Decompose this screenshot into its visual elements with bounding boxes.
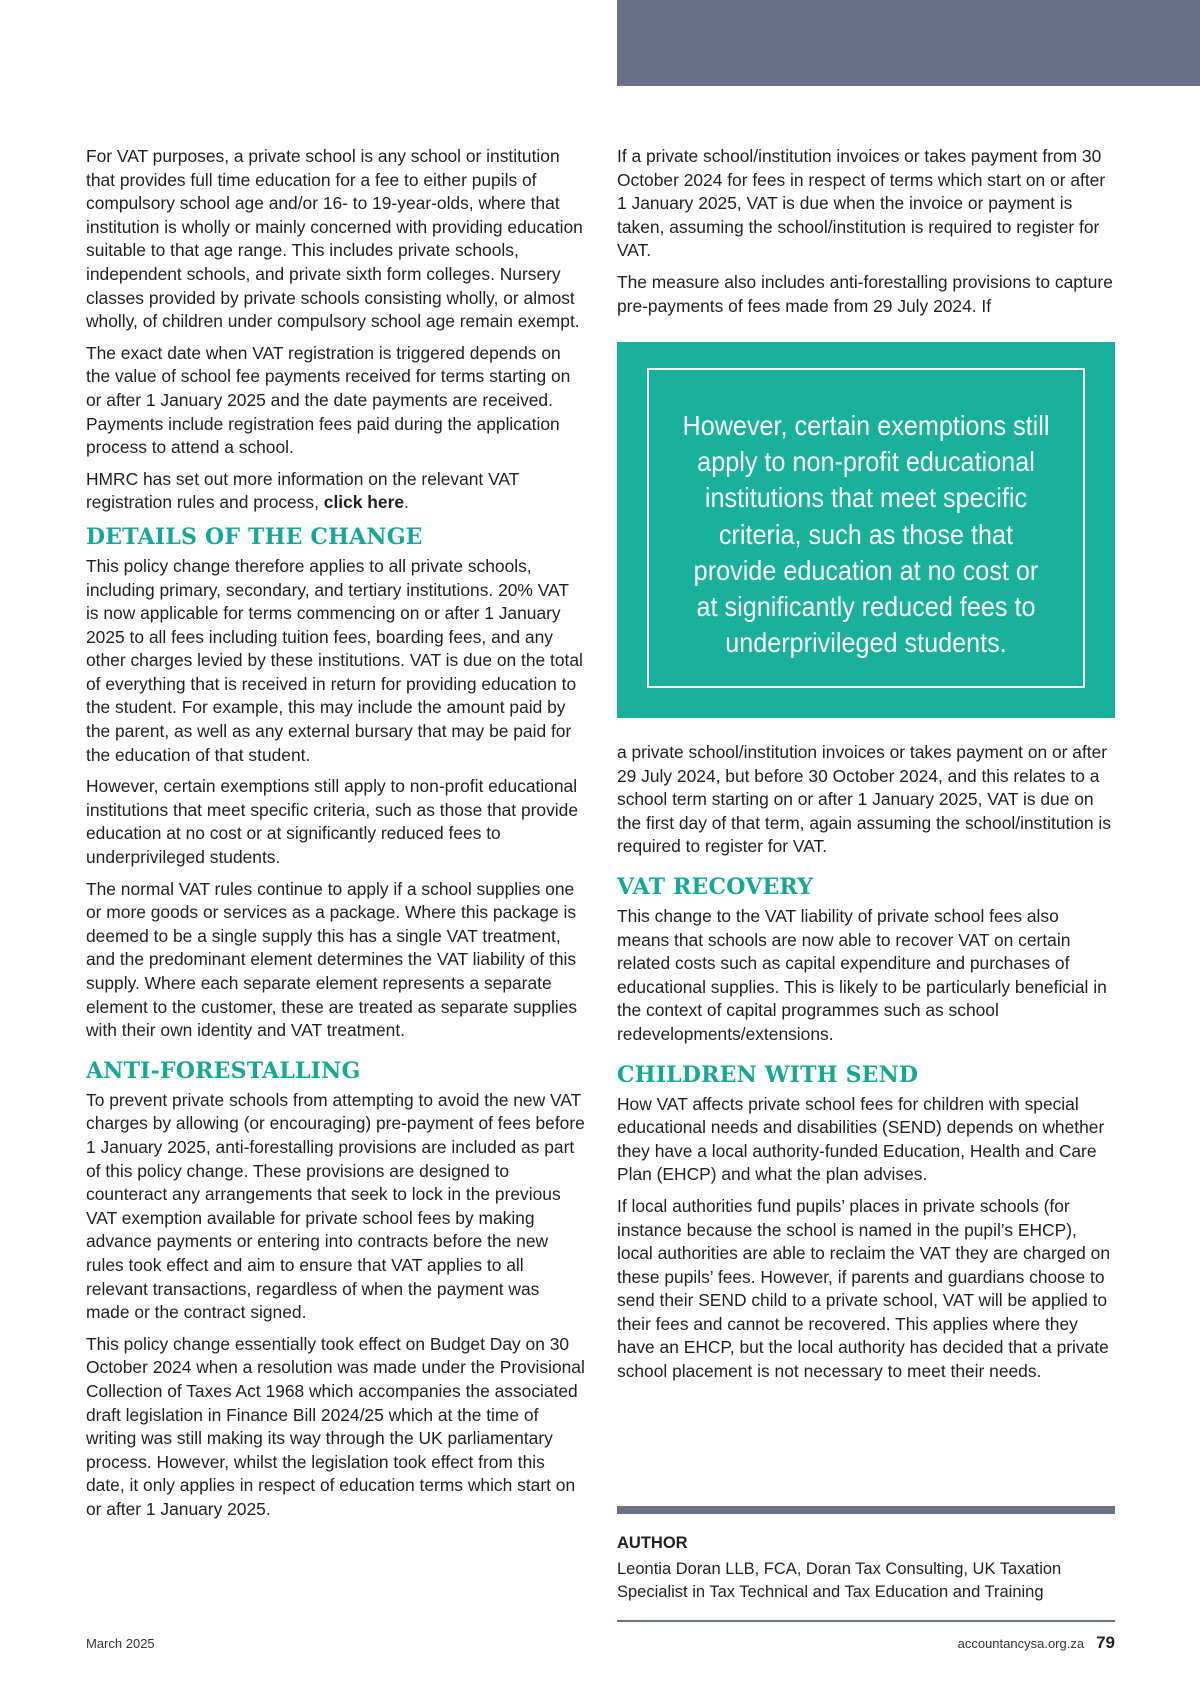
paragraph-end: . [404,492,409,513]
heading-details-of-the-change: DETAILS OF THE CHANGE [86,523,423,550]
pullquote-box [617,342,1115,718]
paragraph: This policy change therefore applies to all private schools, including primary, secondary, and tertiary institutions. 20% VAT is now applicable for terms commencing on or after 1 January 2025 to all fees including tuition fees, boarding fees, and any other charges levied by these institutions. VAT is due on the total of everything that is received in return for providing education to the student. For example, this may include the amount paid by the parent, as well as any external bursary that may be paid for the education of that student. [86,555,583,765]
paragraph: a private school/institution invoices or takes payment on or after 29 July 2024, but before 30 October 2024, and this relates to a school term starting on or after 1 January 2025, VAT is due on the first day of that term, again assuming the school/institution is required to register for VAT. [617,742,1111,857]
paragraph-text: HMRC has set out more information on the relevant VAT registration rules and process, [86,468,520,513]
paragraph: If local authorities fund pupils’ places in private schools (for instance because the school is named in the pupil’s EHCP), local authorities are able to reclaim the VAT they are charged on these pupils’ fees. However, if parents and guardians choose to send their SEND child to a private school, VAT will be applied to their fees and cannot be recovered. This applies where they have an EHCP, but the local authority has decided that a private school placement is not necessary to meet their needs. [617,1195,1111,1382]
paragraph: This policy change essentially took effect on Budget Day on 30 October 2024 when a resolution was made under the Provisional Collection of Taxes Act 1968 which accompanies the associated draft legislation in Finance Bill 2024/25 which at the time of writing was still making its way through the UK parliamentary process. However, whilst the legislation took effect from this date, it only applies in respect of education terms which start on or after 1 January 2025. [86,1333,585,1519]
heading-vat-recovery: VAT RECOVERY [617,873,814,900]
divider [617,1620,1115,1622]
footer-website: accountancysa.org.za [957,1636,1085,1651]
paragraph: The normal VAT rules continue to apply if a school supplies one or more goods or services as a package. Where this package is deemed to be a single supply this has a single VAT treatment, and the predominant element determines the VAT liability of this supply. Where each separate element represents a separate element to the customer, these are treated as separate supplies with their own identity and VAT treatment. [86,878,578,1041]
paragraph [86,468,586,515]
author-heading: AUTHOR [617,1534,688,1552]
author-text: Leontia Doran LLB, FCA, Doran Tax Consulting, UK Taxation Specialist in Tax Technical and Tax Education and Training [617,1560,1062,1601]
pullquote-text: However, certain exemptions still apply to non-profit educational institutions that meet specific criteria, such as those that provide education at no cost or at significantly reduced fees to underprivileged students. [682,410,1050,659]
heading-anti-forestalling: ANTI-FORESTALLING [86,1057,361,1084]
right-column-top [617,145,1115,326]
click-here-link[interactable]: click here [323,492,405,513]
right-column-bottom [617,741,1115,1392]
heading-children-with-send: CHILDREN WITH SEND [617,1061,919,1088]
paragraph: For VAT purposes, a private school is any school or institution that provides full time education for a fee to either pupils of compulsory school age and/or 16- to 19-year-olds, where that institution is wholly or mainly concerned with providing education suitable to that age range. This includes private schools, independent schools, and private sixth form colleges. Nursery classes provided by private schools consisting wholly, or almost wholly, of children under compulsory school age remain exempt. [86,146,583,332]
paragraph: If a private school/institution invoices or takes payment from 30 October 2024 for fees in respect of terms which start on or after 1 January 2025, VAT is due when the invoice or payment is taken, assuming the school/institution is required to register for VAT. [617,146,1106,261]
paragraph: The exact date when VAT registration is triggered depends on the value of school fee payments received for terms starting on or after 1 January 2025 and the date payments are received. Payments include registration fees paid during the application process to attend a school. [86,342,571,458]
footer-right [958,1633,1115,1653]
paragraph: How VAT affects private school fees for children with special educational needs and disabilities (SEND) depends on whether they have a local authority-funded Education, Health and Care Plan (EHCP) and what the plan advises. [617,1093,1105,1185]
header-color-bar [617,0,1200,86]
pullquote-frame [647,368,1085,688]
divider [617,1506,1115,1514]
footer-date: March 2025 [86,1636,155,1651]
paragraph: However, certain exemptions still apply to non-profit educational institutions that meet specific criteria, such as those that provide education at no cost or at significantly reduced fees to underprivileged students. [86,776,579,868]
page-number: 79 [1096,1633,1115,1652]
author-block [617,1506,1115,1622]
paragraph: The measure also includes anti-forestalling provisions to capture pre-payments of fees made from 29 July 2024. If [617,271,1113,316]
paragraph: This change to the VAT liability of private school fees also means that schools are now able to recover VAT on certain related costs such as capital expenditure and purchases of educational supplies. This is likely to be particularly beneficial in the context of capital programmes such as school redevelopments/extensions. [617,905,1107,1044]
left-column [86,145,586,1529]
paragraph: To prevent private schools from attempting to avoid the new VAT charges by allowing (or encouraging) pre-payment of fees before 1 January 2025, anti-forestalling provisions are included as part of this policy change. These provisions are designed to counteract any arrangements that seek to lock in the previous VAT exemption available for private school fees by making advance payments or entering into contracts before the new rules took effect and aim to ensure that VAT applies to all relevant transactions, regardless of when the payment was made or the contract signed. [86,1089,585,1323]
